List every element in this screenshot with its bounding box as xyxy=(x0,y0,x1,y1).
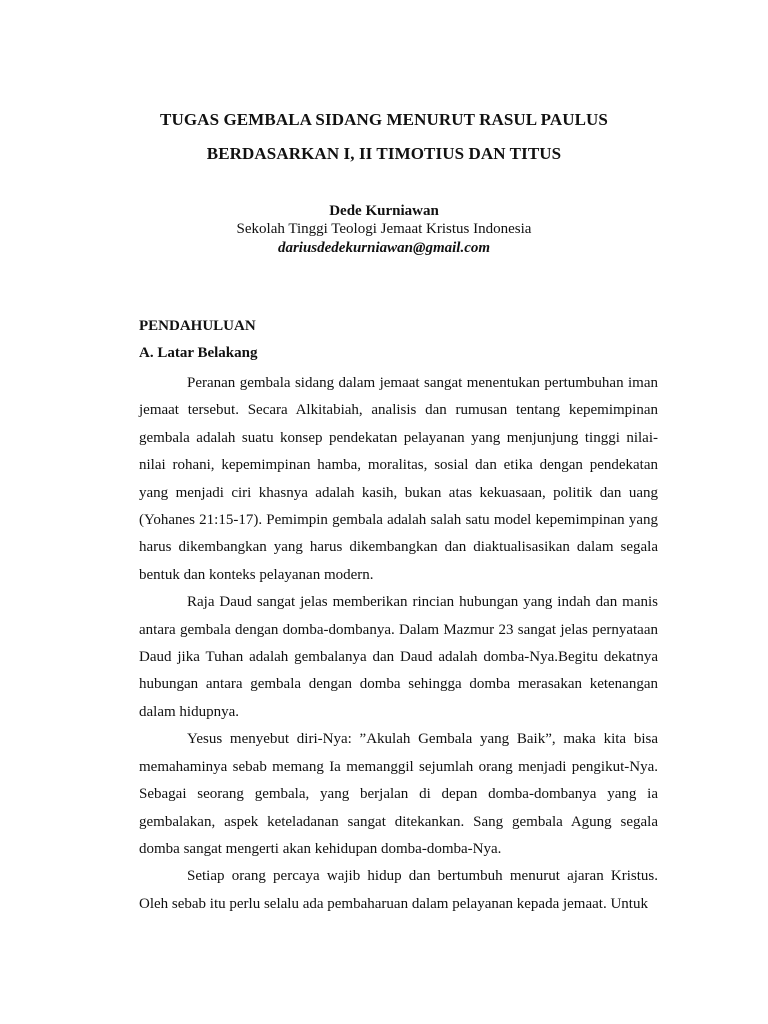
paragraph-3: Yesus menyebut diri-Nya: ”Akulah Gembala yang Baik”, maka kita bisa memahaminya sebab memang Ia memanggil sejumlah orang menjadi pengikut-Nya. Sebagai seorang gembala, yang berjalan di depan domba-dombanya yang ia gembalakan, aspek keteladanan sangat ditekankan. Sang gembala Agung segala domba sangat mengerti akan kehidupan domba-domba-Nya. xyxy=(139,731,658,857)
paragraph-1: Peranan gembala sidang dalam jemaat sangat menentukan pertumbuhan iman jemaat tersebut. Secara Alkitabiah, analisis dan rumusan tentang kepemimpinan gembala adalah suatu konsep pendekatan pelayanan yang menjunjung tinggi nilai-nilai rohani, kepemimpinan hamba, moralitas, sosial dan etika dengan pendekatan yang menjadi ciri khasnya adalah kasih, bukan atas kekuasaan, politik dan uang (Yohanes 21:15-17). Pemimpin gembala adalah salah satu model kepemimpinan yang harus dikembangkan yang harus dikembangkan dan diaktualisasikan dalam segala bentuk dan konteks pelayanan modern. xyxy=(139,375,658,583)
author-affiliation: Sekolah Tinggi Teologi Jemaat Kristus Indonesia xyxy=(236,221,532,237)
paragraph-2: Raja Daud sangat jelas memberikan rincian hubungan yang indah dan manis antara gembala dengan domba-dombanya. Dalam Mazmur 23 sangat jelas pernyataan Daud jika Tuhan adalah gembalanya dan Daud adalah domba-Nya.Begitu dekatnya hubungan antara gembala dengan domba sehingga domba merasakan ketenangan dalam hidupnya. xyxy=(139,594,658,720)
author-email: dariusdedekurniawan@gmail.com xyxy=(277,240,491,256)
title-line-2: BERDASARKAN I, II TIMOTIUS DAN TITUS xyxy=(206,144,562,163)
title-line-1: TUGAS GEMBALA SIDANG MENURUT RASUL PAULUS xyxy=(160,110,608,129)
subsection-heading: A. Latar Belakang xyxy=(139,345,258,361)
section-heading: PENDAHULUAN xyxy=(139,318,256,334)
body-text xyxy=(139,370,658,918)
author-name: Dede Kurniawan xyxy=(329,203,439,219)
paragraph-4: Setiap orang percaya wajib hidup dan bertumbuh menurut ajaran Kristus. Oleh sebab itu perlu selalu ada pembaharuan dalam pelayanan kepada jemaat. Untuk xyxy=(139,868,658,912)
